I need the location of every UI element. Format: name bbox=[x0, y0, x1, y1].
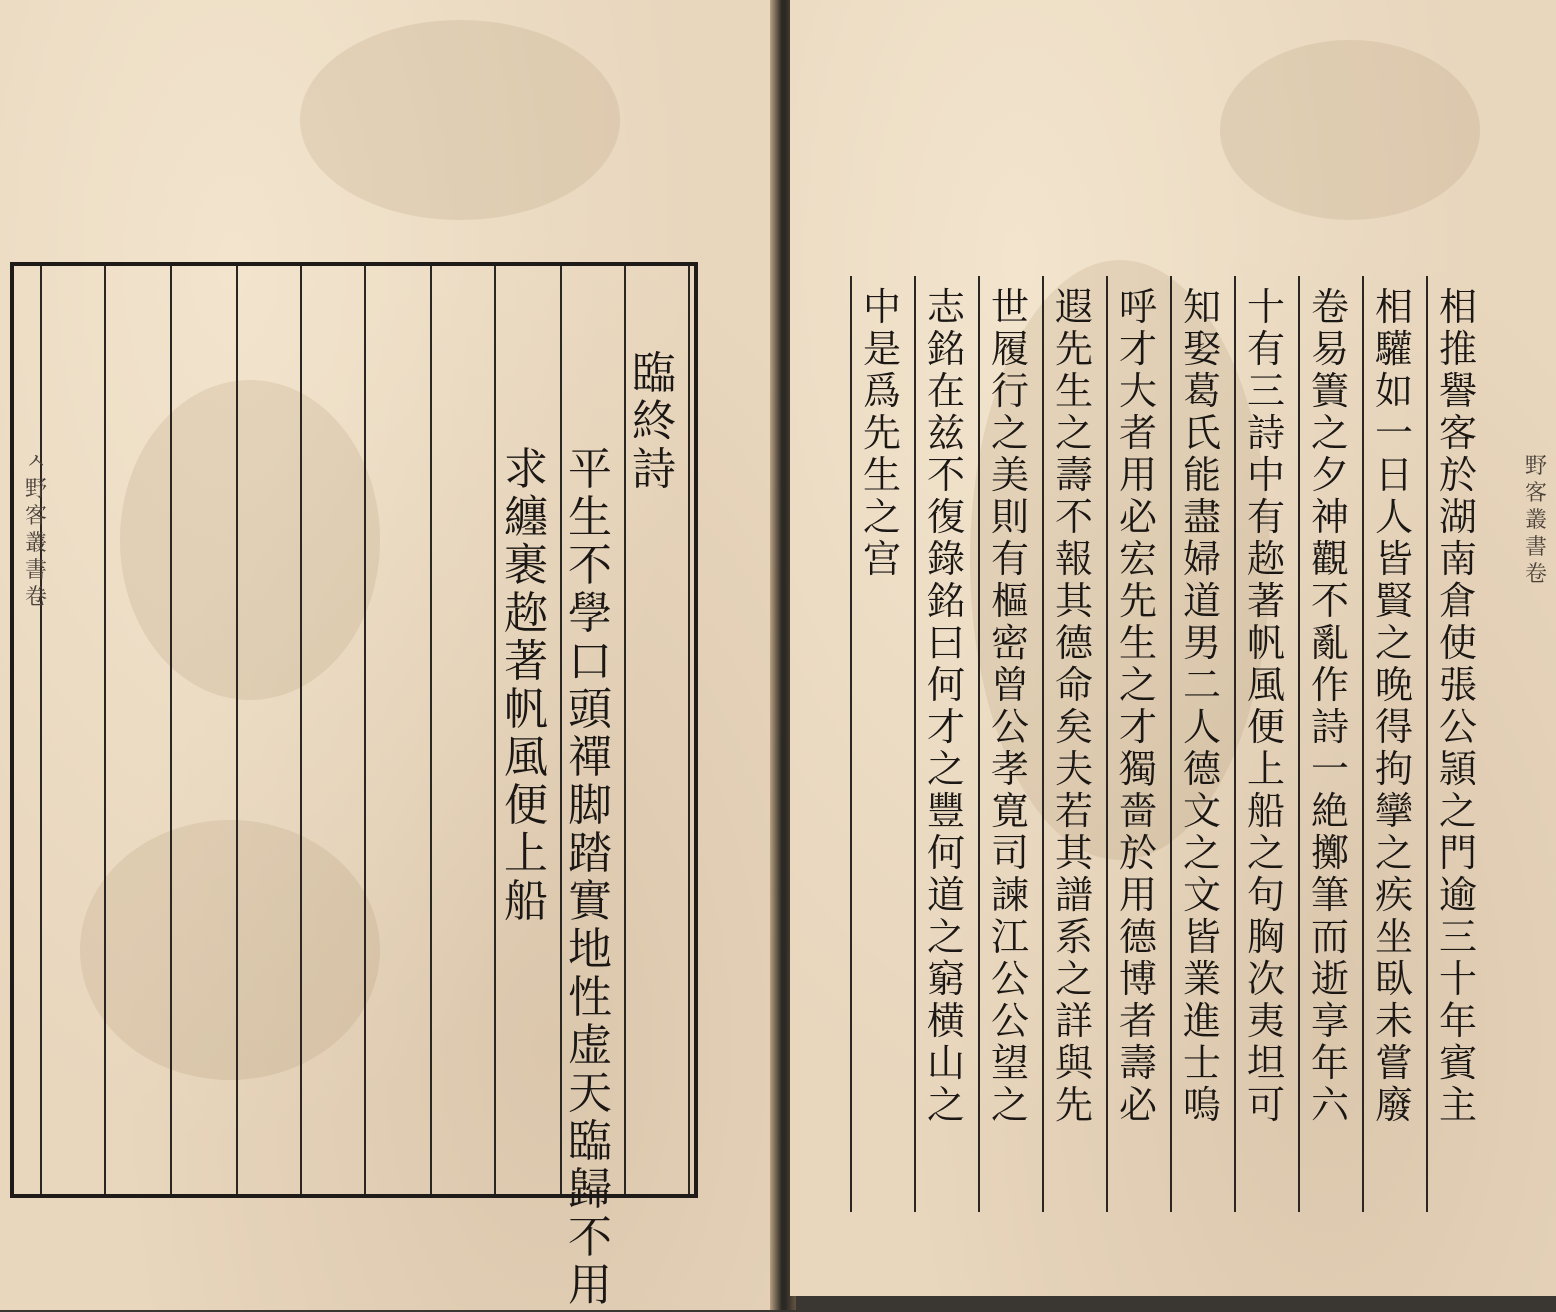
text-glyph: 系 bbox=[1054, 915, 1093, 959]
text-glyph: 江 bbox=[990, 915, 1029, 959]
text-glyph: 張 bbox=[1438, 663, 1477, 707]
poem-glyph: 天 bbox=[568, 1068, 612, 1119]
poem-glyph: 裹 bbox=[504, 540, 548, 591]
margin-glyph: 客 bbox=[1524, 481, 1547, 506]
text-glyph: 不 bbox=[926, 453, 965, 497]
text-column bbox=[856, 285, 908, 582]
poem-glyph: 踏 bbox=[568, 828, 612, 879]
text-column bbox=[1432, 285, 1484, 1128]
text-glyph: 次 bbox=[1246, 957, 1285, 1001]
text-glyph: 世 bbox=[990, 285, 1029, 329]
text-glyph: 是 bbox=[862, 327, 901, 371]
text-glyph: 相 bbox=[1438, 285, 1477, 329]
text-glyph: 一 bbox=[1374, 411, 1413, 455]
text-glyph: 句 bbox=[1246, 873, 1285, 917]
column-rule bbox=[300, 266, 302, 1194]
poem-glyph: 船 bbox=[504, 876, 548, 927]
text-glyph: 其 bbox=[1054, 579, 1093, 623]
poem-glyph: 帆 bbox=[504, 684, 548, 735]
text-glyph: 德 bbox=[1118, 915, 1157, 959]
column-rule bbox=[1170, 276, 1172, 1212]
text-glyph: 風 bbox=[1246, 663, 1285, 707]
text-glyph: 公 bbox=[990, 957, 1029, 1001]
text-glyph: 坐 bbox=[1374, 915, 1413, 959]
text-glyph: 呼 bbox=[1118, 285, 1157, 329]
poem-title-glyph: 詩 bbox=[632, 444, 676, 495]
text-glyph: 倉 bbox=[1438, 579, 1477, 623]
text-glyph: 可 bbox=[1246, 1083, 1285, 1127]
column-rule bbox=[494, 266, 496, 1194]
text-glyph: 德 bbox=[1054, 621, 1093, 665]
text-glyph: 之 bbox=[1246, 831, 1285, 875]
column-rule bbox=[1298, 276, 1300, 1212]
text-column bbox=[1368, 285, 1420, 1128]
text-glyph: 之 bbox=[1374, 621, 1413, 665]
margin-glyph: ㅅ bbox=[25, 450, 47, 475]
text-glyph: 命 bbox=[1054, 663, 1093, 707]
left-margin-title bbox=[22, 452, 50, 614]
text-glyph: 公 bbox=[990, 999, 1029, 1043]
margin-glyph: 卷 bbox=[24, 585, 47, 610]
text-column bbox=[1112, 285, 1164, 1128]
text-glyph: 主 bbox=[1438, 1083, 1477, 1127]
text-glyph: 不 bbox=[1310, 579, 1349, 623]
text-glyph: 之 bbox=[926, 915, 965, 959]
column-rule bbox=[560, 266, 562, 1194]
text-glyph: 卷 bbox=[1310, 285, 1349, 329]
column-rule bbox=[850, 276, 852, 1212]
text-glyph: 知 bbox=[1182, 285, 1221, 329]
column-rule bbox=[978, 276, 980, 1212]
column-rule bbox=[1426, 276, 1428, 1212]
text-glyph: 夕 bbox=[1310, 453, 1349, 497]
text-glyph: 錄 bbox=[926, 537, 965, 581]
text-glyph: 者 bbox=[1118, 411, 1157, 455]
right-margin-title bbox=[1522, 456, 1550, 591]
poem-line bbox=[564, 444, 616, 1312]
text-glyph: 盡 bbox=[1182, 495, 1221, 539]
text-column bbox=[984, 285, 1036, 1128]
text-glyph: 道 bbox=[1182, 579, 1221, 623]
text-glyph: 嗇 bbox=[1118, 789, 1157, 833]
column-rule bbox=[170, 266, 172, 1194]
text-glyph: 著 bbox=[1246, 579, 1285, 623]
text-glyph: 趂 bbox=[1246, 537, 1285, 581]
text-glyph: 豐 bbox=[926, 789, 965, 833]
text-glyph: 婦 bbox=[1182, 537, 1221, 581]
text-glyph: 十 bbox=[1438, 957, 1477, 1001]
text-glyph: 在 bbox=[926, 369, 965, 413]
text-glyph: 作 bbox=[1310, 663, 1349, 707]
text-glyph: 使 bbox=[1438, 621, 1477, 665]
text-glyph: 年 bbox=[1310, 1041, 1349, 1085]
text-glyph: 相 bbox=[1374, 285, 1413, 329]
poem-glyph: 性 bbox=[568, 972, 612, 1023]
text-glyph: 之 bbox=[926, 1083, 965, 1127]
text-glyph: 宏 bbox=[1118, 537, 1157, 581]
text-glyph: 人 bbox=[1182, 705, 1221, 749]
text-glyph: 於 bbox=[1118, 831, 1157, 875]
text-glyph: 客 bbox=[1438, 411, 1477, 455]
margin-glyph: 卷 bbox=[1524, 562, 1547, 587]
text-column bbox=[920, 285, 972, 1128]
text-glyph: 一 bbox=[1310, 747, 1349, 791]
text-glyph: 才 bbox=[1118, 327, 1157, 371]
text-glyph: 履 bbox=[990, 327, 1029, 371]
poem-title bbox=[628, 348, 680, 496]
poem-glyph: 虚 bbox=[568, 1020, 612, 1071]
text-glyph: 若 bbox=[1054, 789, 1093, 833]
text-glyph: 兹 bbox=[926, 411, 965, 455]
text-glyph: 之 bbox=[1118, 663, 1157, 707]
margin-glyph: 叢 bbox=[24, 531, 47, 556]
text-glyph: 曾 bbox=[990, 663, 1029, 707]
text-glyph: 必 bbox=[1118, 495, 1157, 539]
poem-glyph: 纏 bbox=[504, 492, 548, 543]
text-glyph: 中 bbox=[1246, 453, 1285, 497]
text-glyph: 筆 bbox=[1310, 873, 1349, 917]
text-glyph: 生 bbox=[1118, 621, 1157, 665]
text-glyph: 之 bbox=[1374, 831, 1413, 875]
text-glyph: 便 bbox=[1246, 705, 1285, 749]
text-glyph: 氏 bbox=[1182, 411, 1221, 455]
margin-glyph: 野 bbox=[24, 477, 47, 502]
poem-glyph: 風 bbox=[504, 732, 548, 783]
text-glyph: 二 bbox=[1182, 663, 1221, 707]
text-glyph: 之 bbox=[1438, 789, 1477, 833]
text-glyph: 拘 bbox=[1374, 747, 1413, 791]
text-glyph: 推 bbox=[1438, 327, 1477, 371]
text-glyph: 賓 bbox=[1438, 1041, 1477, 1085]
poem-glyph: 禪 bbox=[568, 732, 612, 783]
text-glyph: 宫 bbox=[862, 537, 901, 581]
text-glyph: 人 bbox=[1374, 495, 1413, 539]
text-glyph: 得 bbox=[1374, 705, 1413, 749]
text-glyph: 遐 bbox=[1054, 285, 1093, 329]
margin-glyph: 野 bbox=[1524, 454, 1547, 479]
text-glyph: 銘 bbox=[926, 579, 965, 623]
text-glyph: 上 bbox=[1246, 747, 1285, 791]
text-glyph: 門 bbox=[1438, 831, 1477, 875]
text-glyph: 臥 bbox=[1374, 957, 1413, 1001]
text-glyph: 密 bbox=[990, 621, 1029, 665]
text-glyph: 廢 bbox=[1374, 1083, 1413, 1127]
text-glyph: 諫 bbox=[990, 873, 1029, 917]
text-glyph: 生 bbox=[862, 453, 901, 497]
text-glyph: 公 bbox=[990, 705, 1029, 749]
text-glyph: 博 bbox=[1118, 957, 1157, 1001]
text-glyph: 才 bbox=[926, 705, 965, 749]
text-glyph: 之 bbox=[1182, 831, 1221, 875]
column-rule bbox=[1042, 276, 1044, 1212]
margin-glyph: 書 bbox=[1524, 535, 1547, 560]
text-glyph: 壽 bbox=[1118, 1041, 1157, 1085]
right-page bbox=[790, 0, 1556, 1296]
column-rule bbox=[1362, 276, 1364, 1212]
text-glyph: 者 bbox=[1118, 999, 1157, 1043]
text-glyph: 生 bbox=[1054, 369, 1093, 413]
text-glyph: 疾 bbox=[1374, 873, 1413, 917]
text-glyph: 湖 bbox=[1438, 495, 1477, 539]
text-glyph: 未 bbox=[1374, 999, 1413, 1043]
paper-stain bbox=[300, 20, 620, 220]
text-glyph: 於 bbox=[1438, 453, 1477, 497]
text-glyph: 嗚 bbox=[1182, 1083, 1221, 1127]
text-glyph: 有 bbox=[1246, 327, 1285, 371]
poem-glyph: 頭 bbox=[568, 684, 612, 735]
column-rule bbox=[40, 266, 42, 1194]
text-glyph: 有 bbox=[1246, 495, 1285, 539]
text-glyph: 驩 bbox=[1374, 327, 1413, 371]
text-glyph: 夷 bbox=[1246, 999, 1285, 1043]
text-glyph: 之 bbox=[990, 1083, 1029, 1127]
column-rule bbox=[624, 266, 626, 1194]
text-glyph: 山 bbox=[926, 1041, 965, 1085]
text-glyph: 之 bbox=[1310, 411, 1349, 455]
text-glyph: 銘 bbox=[926, 327, 965, 371]
text-glyph: 業 bbox=[1182, 957, 1221, 1001]
text-glyph: 嘗 bbox=[1374, 1041, 1413, 1085]
text-glyph: 日 bbox=[1374, 453, 1413, 497]
text-glyph: 文 bbox=[1182, 789, 1221, 833]
text-glyph: 行 bbox=[990, 369, 1029, 413]
text-glyph: 男 bbox=[1182, 621, 1221, 665]
text-glyph: 先 bbox=[1054, 1083, 1093, 1127]
text-glyph: 窮 bbox=[926, 957, 965, 1001]
text-glyph: 之 bbox=[1054, 957, 1093, 1001]
poem-glyph: 便 bbox=[504, 780, 548, 831]
text-glyph: 必 bbox=[1118, 1083, 1157, 1127]
text-glyph: 其 bbox=[1054, 831, 1093, 875]
text-glyph: 公 bbox=[1438, 705, 1477, 749]
text-glyph: 士 bbox=[1182, 1041, 1221, 1085]
text-glyph: 晚 bbox=[1374, 663, 1413, 707]
column-rule bbox=[236, 266, 238, 1194]
text-glyph: 曰 bbox=[926, 621, 965, 665]
text-glyph: 爲 bbox=[862, 369, 901, 413]
text-glyph: 而 bbox=[1310, 915, 1349, 959]
text-glyph: 擲 bbox=[1310, 831, 1349, 875]
text-glyph: 德 bbox=[1182, 747, 1221, 791]
paper-stain bbox=[1220, 40, 1480, 220]
text-glyph: 先 bbox=[1118, 579, 1157, 623]
poem-glyph: 實 bbox=[568, 876, 612, 927]
text-glyph: 用 bbox=[1118, 453, 1157, 497]
poem-glyph: 生 bbox=[568, 492, 612, 543]
text-glyph: 三 bbox=[1438, 915, 1477, 959]
text-column bbox=[1240, 285, 1292, 1128]
text-glyph: 船 bbox=[1246, 789, 1285, 833]
column-rule bbox=[914, 276, 916, 1212]
text-glyph: 寛 bbox=[990, 789, 1029, 833]
text-glyph: 報 bbox=[1054, 537, 1093, 581]
column-rule bbox=[1106, 276, 1108, 1212]
text-glyph: 才 bbox=[1118, 705, 1157, 749]
text-glyph: 矣 bbox=[1054, 705, 1093, 749]
text-glyph: 壽 bbox=[1054, 453, 1093, 497]
poem-glyph: 歸 bbox=[568, 1164, 612, 1215]
poem-glyph: 平 bbox=[568, 444, 612, 495]
margin-glyph: 叢 bbox=[1524, 508, 1547, 533]
text-glyph: 孝 bbox=[990, 747, 1029, 791]
text-glyph: 譜 bbox=[1054, 873, 1093, 917]
text-glyph: 攣 bbox=[1374, 789, 1413, 833]
text-glyph: 夫 bbox=[1054, 747, 1093, 791]
text-glyph: 中 bbox=[862, 285, 901, 329]
poem-glyph: 趂 bbox=[504, 588, 548, 639]
text-glyph: 有 bbox=[990, 537, 1029, 581]
poem-title-glyph: 臨 bbox=[632, 348, 676, 399]
text-glyph: 之 bbox=[990, 411, 1029, 455]
poem-glyph: 著 bbox=[504, 636, 548, 687]
column-rule bbox=[430, 266, 432, 1194]
text-glyph: 賢 bbox=[1374, 579, 1413, 623]
text-glyph: 胸 bbox=[1246, 915, 1285, 959]
text-glyph: 何 bbox=[926, 831, 965, 875]
text-column bbox=[1304, 285, 1356, 1128]
text-glyph: 道 bbox=[926, 873, 965, 917]
text-glyph: 獨 bbox=[1118, 747, 1157, 791]
text-glyph: 何 bbox=[926, 663, 965, 707]
text-glyph: 易 bbox=[1310, 327, 1349, 371]
text-glyph: 皆 bbox=[1374, 537, 1413, 581]
text-glyph: 絶 bbox=[1310, 789, 1349, 833]
text-glyph: 帆 bbox=[1246, 621, 1285, 665]
text-glyph: 亂 bbox=[1310, 621, 1349, 665]
poem-glyph: 臨 bbox=[568, 1116, 612, 1167]
text-glyph: 坦 bbox=[1246, 1041, 1285, 1085]
text-glyph: 詳 bbox=[1054, 999, 1093, 1043]
text-glyph: 用 bbox=[1118, 873, 1157, 917]
text-glyph: 譽 bbox=[1438, 369, 1477, 413]
text-glyph: 逾 bbox=[1438, 873, 1477, 917]
text-glyph: 葛 bbox=[1182, 369, 1221, 413]
margin-glyph: 書 bbox=[24, 558, 47, 583]
poem-glyph: 脚 bbox=[568, 780, 612, 831]
poem-glyph: 用 bbox=[568, 1260, 612, 1311]
poem-glyph: 不 bbox=[568, 1212, 612, 1263]
text-glyph: 詩 bbox=[1246, 411, 1285, 455]
poem-line bbox=[500, 444, 552, 928]
column-rule bbox=[104, 266, 106, 1194]
poem-glyph: 學 bbox=[568, 588, 612, 639]
text-glyph: 進 bbox=[1182, 999, 1221, 1043]
text-glyph: 南 bbox=[1438, 537, 1477, 581]
text-glyph: 望 bbox=[990, 1041, 1029, 1085]
text-glyph: 能 bbox=[1182, 453, 1221, 497]
text-glyph: 不 bbox=[1054, 495, 1093, 539]
text-glyph: 樞 bbox=[990, 579, 1029, 623]
margin-glyph: 客 bbox=[24, 504, 47, 529]
text-glyph: 先 bbox=[862, 411, 901, 455]
poem-title-glyph: 終 bbox=[632, 396, 676, 447]
poem-glyph: 口 bbox=[568, 636, 612, 687]
text-glyph: 美 bbox=[990, 453, 1029, 497]
text-glyph: 大 bbox=[1118, 369, 1157, 413]
text-glyph: 之 bbox=[926, 747, 965, 791]
text-glyph: 文 bbox=[1182, 873, 1221, 917]
text-glyph: 與 bbox=[1054, 1041, 1093, 1085]
text-glyph: 頴 bbox=[1438, 747, 1477, 791]
text-glyph: 復 bbox=[926, 495, 965, 539]
column-rule bbox=[364, 266, 366, 1194]
poem-glyph: 地 bbox=[568, 924, 612, 975]
text-column bbox=[1176, 285, 1228, 1128]
text-glyph: 則 bbox=[990, 495, 1029, 539]
text-glyph: 志 bbox=[926, 285, 965, 329]
text-glyph: 詩 bbox=[1310, 705, 1349, 749]
text-glyph: 六 bbox=[1310, 1083, 1349, 1127]
poem-glyph: 上 bbox=[504, 828, 548, 879]
text-column bbox=[1048, 285, 1100, 1128]
text-glyph: 娶 bbox=[1182, 327, 1221, 371]
text-glyph: 皆 bbox=[1182, 915, 1221, 959]
text-glyph: 司 bbox=[990, 831, 1029, 875]
poem-glyph: 求 bbox=[504, 444, 548, 495]
text-glyph: 如 bbox=[1374, 369, 1413, 413]
column-rule bbox=[1234, 276, 1236, 1212]
text-glyph: 横 bbox=[926, 999, 965, 1043]
column-rule bbox=[688, 266, 690, 1194]
text-glyph: 之 bbox=[862, 495, 901, 539]
text-glyph: 觀 bbox=[1310, 537, 1349, 581]
text-glyph: 三 bbox=[1246, 369, 1285, 413]
text-glyph: 簀 bbox=[1310, 369, 1349, 413]
text-glyph: 之 bbox=[1054, 411, 1093, 455]
text-glyph: 年 bbox=[1438, 999, 1477, 1043]
text-glyph: 神 bbox=[1310, 495, 1349, 539]
poem-glyph: 不 bbox=[568, 540, 612, 591]
text-glyph: 逝 bbox=[1310, 957, 1349, 1001]
text-glyph: 先 bbox=[1054, 327, 1093, 371]
text-glyph: 十 bbox=[1246, 285, 1285, 329]
text-glyph: 享 bbox=[1310, 999, 1349, 1043]
